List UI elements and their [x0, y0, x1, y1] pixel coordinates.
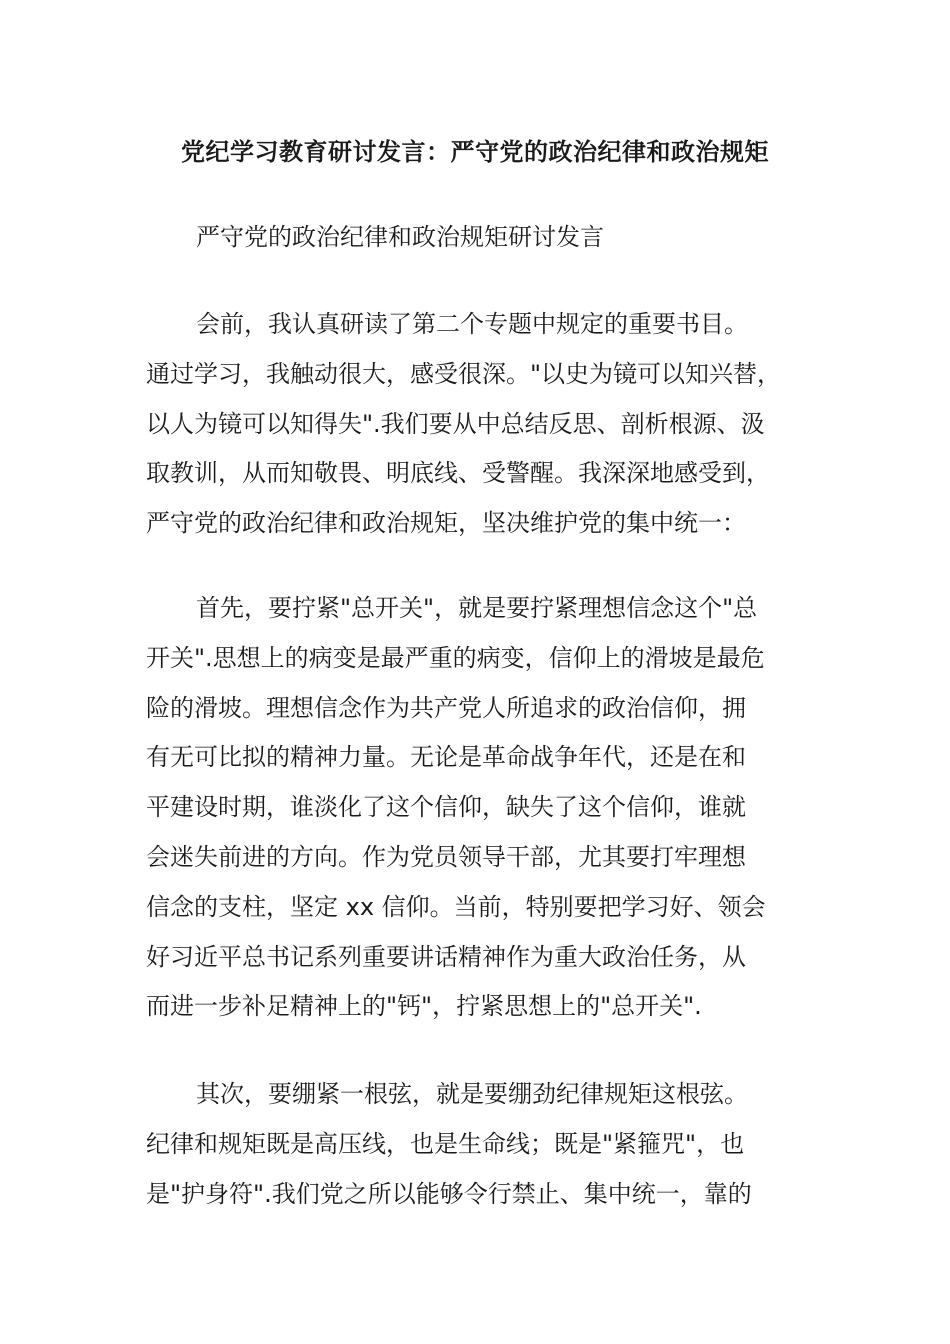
paragraph-line: 是"护身符".我们党之所以能够令行禁止、集中统一，靠的 — [146, 1179, 752, 1208]
paragraph-2 — [146, 584, 836, 1032]
paragraph-line: 好习近平总书记系列重要讲话精神作为重大政治任务，从 — [146, 942, 746, 971]
paragraph-line: 会前，我认真研读了第二个专题中规定的重要书目。 — [196, 310, 748, 338]
paragraph-line: 开关".思想上的病变是最严重的病变，信仰上的滑坡是最危 — [146, 643, 765, 672]
paragraph-line: 平建设时期，谁淡化了这个信仰，缺失了这个信仰，谁就 — [146, 793, 746, 822]
document-subtitle: 严守党的政治纪律和政治规矩研讨发言 — [196, 223, 604, 251]
paragraph-3 — [146, 1070, 836, 1219]
document-title: 党纪学习教育研讨发言：严守党的政治纪律和政治规矩 — [181, 138, 769, 166]
paragraph-line: 信念的支柱，坚定 xx 信仰。当前，特别要把学习好、领会 — [146, 892, 766, 921]
paragraph-line: 纪律和规矩既是高压线，也是生命线；既是"紧箍咒"，也 — [146, 1129, 745, 1158]
paragraph-line: 会迷失前进的方向。作为党员领导干部，尤其要打牢理想 — [146, 842, 746, 871]
paragraph-line: 而进一步补足精神上的"钙"，拧紧思想上的"总开关". — [146, 992, 702, 1021]
paragraph-line: 取教训，从而知敬畏、明底线、受警醒。我深深地感受到， — [146, 459, 770, 488]
paragraph-line: 通过学习，我触动很大，感受很深。"以史为镜可以知兴替， — [146, 359, 782, 388]
paragraph-line: 严守党的政治纪律和政治规矩，坚决维护党的集中统一： — [146, 509, 746, 538]
paragraph-1 — [146, 300, 836, 549]
paragraph-line: 以人为镜可以知得失".我们要从中总结反思、剖析根源、汲 — [146, 409, 765, 438]
paragraph-line: 险的滑坡。理想信念作为共产党人所追求的政治信仰，拥 — [146, 693, 746, 722]
paragraph-line: 首先，要拧紧"总开关"，就是要拧紧理想信念这个"总 — [196, 594, 758, 622]
paragraph-line: 其次，要绷紧一根弦，就是要绷劲纪律规矩这根弦。 — [196, 1080, 748, 1108]
paragraph-line: 有无可比拟的精神力量。无论是革命战争年代，还是在和 — [146, 743, 746, 772]
